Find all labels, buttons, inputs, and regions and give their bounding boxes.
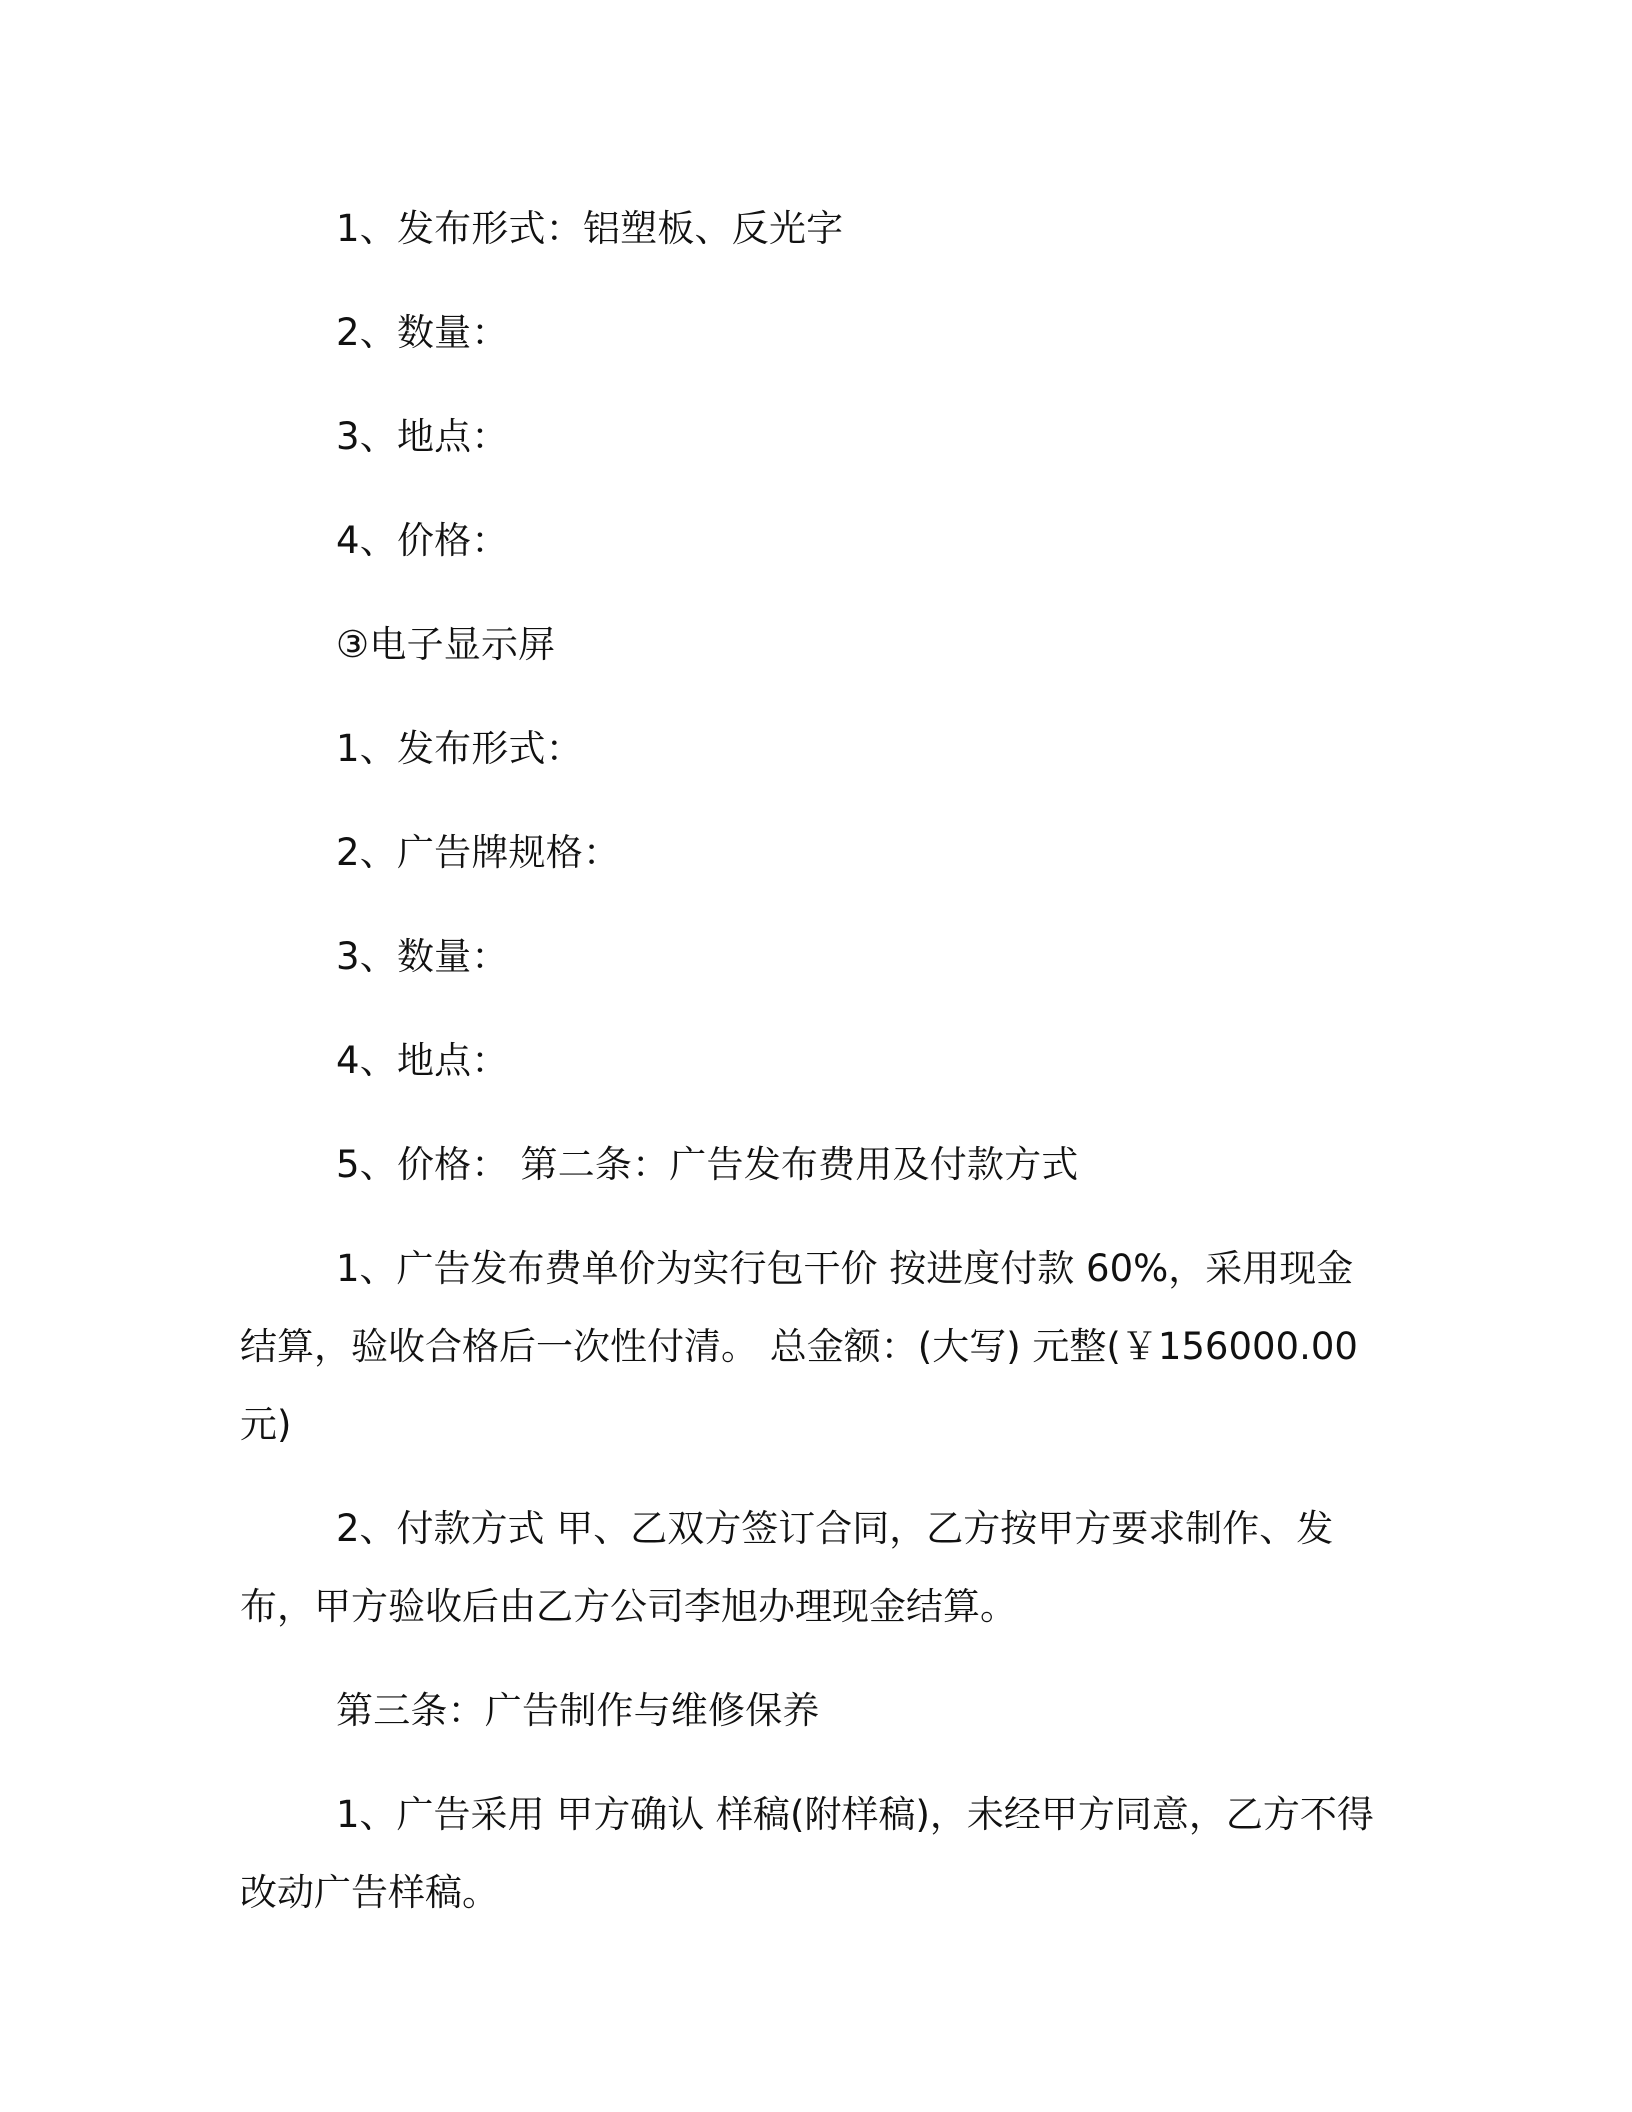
paragraph-fee: 1、广告发布费单价为实行包干价 按进度付款 60%，采用现金结算，验收合格后一次性付清。 总金额：(大写) 元整(￥156000.00 元) <box>240 1247 1358 1446</box>
spacer <box>240 372 1390 398</box>
spacer <box>240 892 1390 918</box>
item-quantity: 2、数量： <box>336 311 509 354</box>
paragraph-sample-approval: 1、广告采用 甲方确认 样稿(附样稿)，未经甲方同意，乙方不得改动广告样稿。 <box>240 1793 1374 1914</box>
spacer <box>240 1100 1390 1126</box>
section-electronic-display: ③电子显示屏 <box>336 623 556 666</box>
paragraph-payment-method: 2、付款方式 甲、乙双方签订合同，乙方按甲方要求制作、发布，甲方验收后由乙方公司李旭办理现金结算。 <box>240 1507 1334 1628</box>
spacer <box>240 476 1390 502</box>
spacer <box>240 1204 1390 1230</box>
document-body <box>240 190 1390 1932</box>
spacer <box>240 580 1390 606</box>
spacer <box>240 1464 1390 1490</box>
spacer <box>240 1646 1390 1672</box>
item-price: 4、价格： <box>336 519 509 562</box>
spacer <box>240 684 1390 710</box>
item-location: 3、地点： <box>336 415 509 458</box>
item-price-and-article-2: 5、价格： 第二条：广告发布费用及付款方式 <box>336 1143 1079 1186</box>
spacer <box>240 996 1390 1022</box>
item-quantity-2: 3、数量： <box>336 935 509 978</box>
item-location-2: 4、地点： <box>336 1039 509 1082</box>
item-publish-form: 1、发布形式：铝塑板、反光字 <box>336 207 844 250</box>
spacer <box>240 788 1390 814</box>
spacer <box>240 268 1390 294</box>
section3-title: 第三条：广告制作与维修保养 <box>336 1689 820 1732</box>
item-publish-form-2: 1、发布形式： <box>336 727 583 770</box>
item-billboard-spec: 2、广告牌规格： <box>336 831 621 874</box>
spacer <box>240 1750 1390 1776</box>
